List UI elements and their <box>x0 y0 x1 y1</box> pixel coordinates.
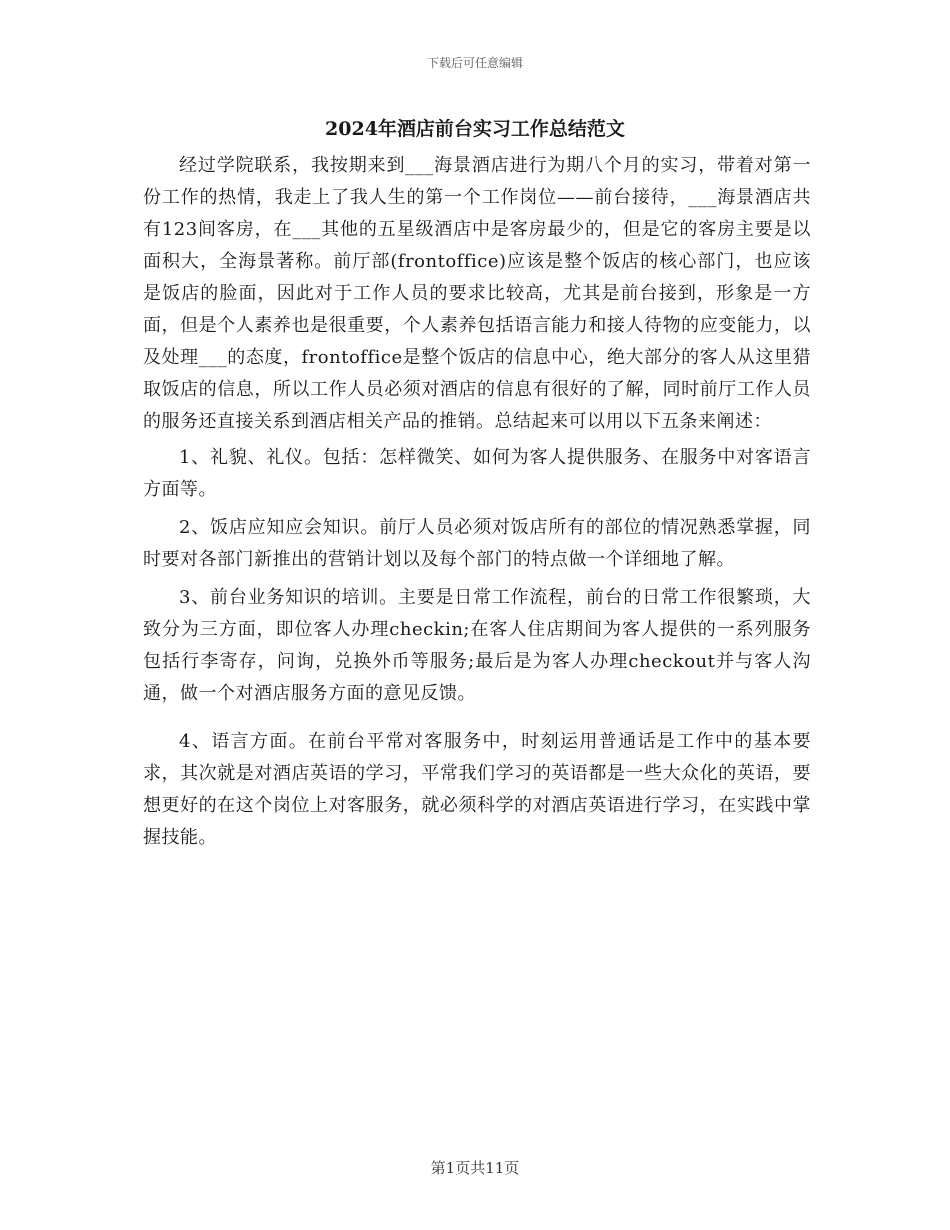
header-editable-note: 下载后可任意编辑 <box>426 56 523 70</box>
paragraph-item-4: 4、语言方面。在前台平常对客服务中，时刻运用普通话是工作中的基本要求，其次就是对酒店英语的学习，平常我们学习的英语都是一些大众化的英语，要想更好的在这个岗位上对客服务，就必须科学的对酒店英语进行学习，在实践中掌握技能。 <box>143 731 811 848</box>
paragraph-item-3: 3、前台业务知识的培训。主要是日常工作流程，前台的日常工作很繁琐，大致分为三方面，即位客人办理checkin;在客人住店期间为客人提供的一系列服务包括行李寄存，问询，兑换外币等服务;最后是为客人办理checkout并与客人沟通，做一个对酒店服务方面的意见反馈。 <box>143 587 811 704</box>
paragraph-intro: 经过学院联系，我按期来到___海景酒店进行为期八个月的实习，带着对第一份工作的热情，我走上了我人生的第一个工作岗位——前台接待，___海景酒店共有123间客房，在___其他的五星级酒店中是客房最少的，但是它的客房主要是以面积大，全海景著称。前厅部(frontoffice)应该是整个饭店的核心部门，也应该是饭店的脸面，因此对于工作人员的要求比较高，尤其是前台接到，形象是一方面，但是个人素养也是很重要，个人素养包括语言能力和接人待物的应变能力，以及处理___的态度，frontoffice是整个饭店的信息中心，绝大部分的客人从这里猎取饭店的信息，所以工作人员必须对酒店的信息有很好的了解，同时前厅工作人员的服务还直接关系到酒店相关产品的推销。总结起来可以用以下五条来阐述： <box>143 155 811 432</box>
page-number: 第1页共11页 <box>430 1159 520 1177</box>
paragraph-item-2: 2、饭店应知应会知识。前厅人员必须对饭店所有的部位的情况熟悉掌握，同时要对各部门新推出的营销计划以及每个部门的特点做一个详细地了解。 <box>143 517 811 570</box>
document-body <box>143 150 811 860</box>
document-title: 2024年酒店前台实习工作总结范文 <box>325 118 625 140</box>
paragraph-item-1: 1、礼貌、礼仪。包括：怎样微笑、如何为客人提供服务、在服务中对客语言方面等。 <box>143 447 811 500</box>
